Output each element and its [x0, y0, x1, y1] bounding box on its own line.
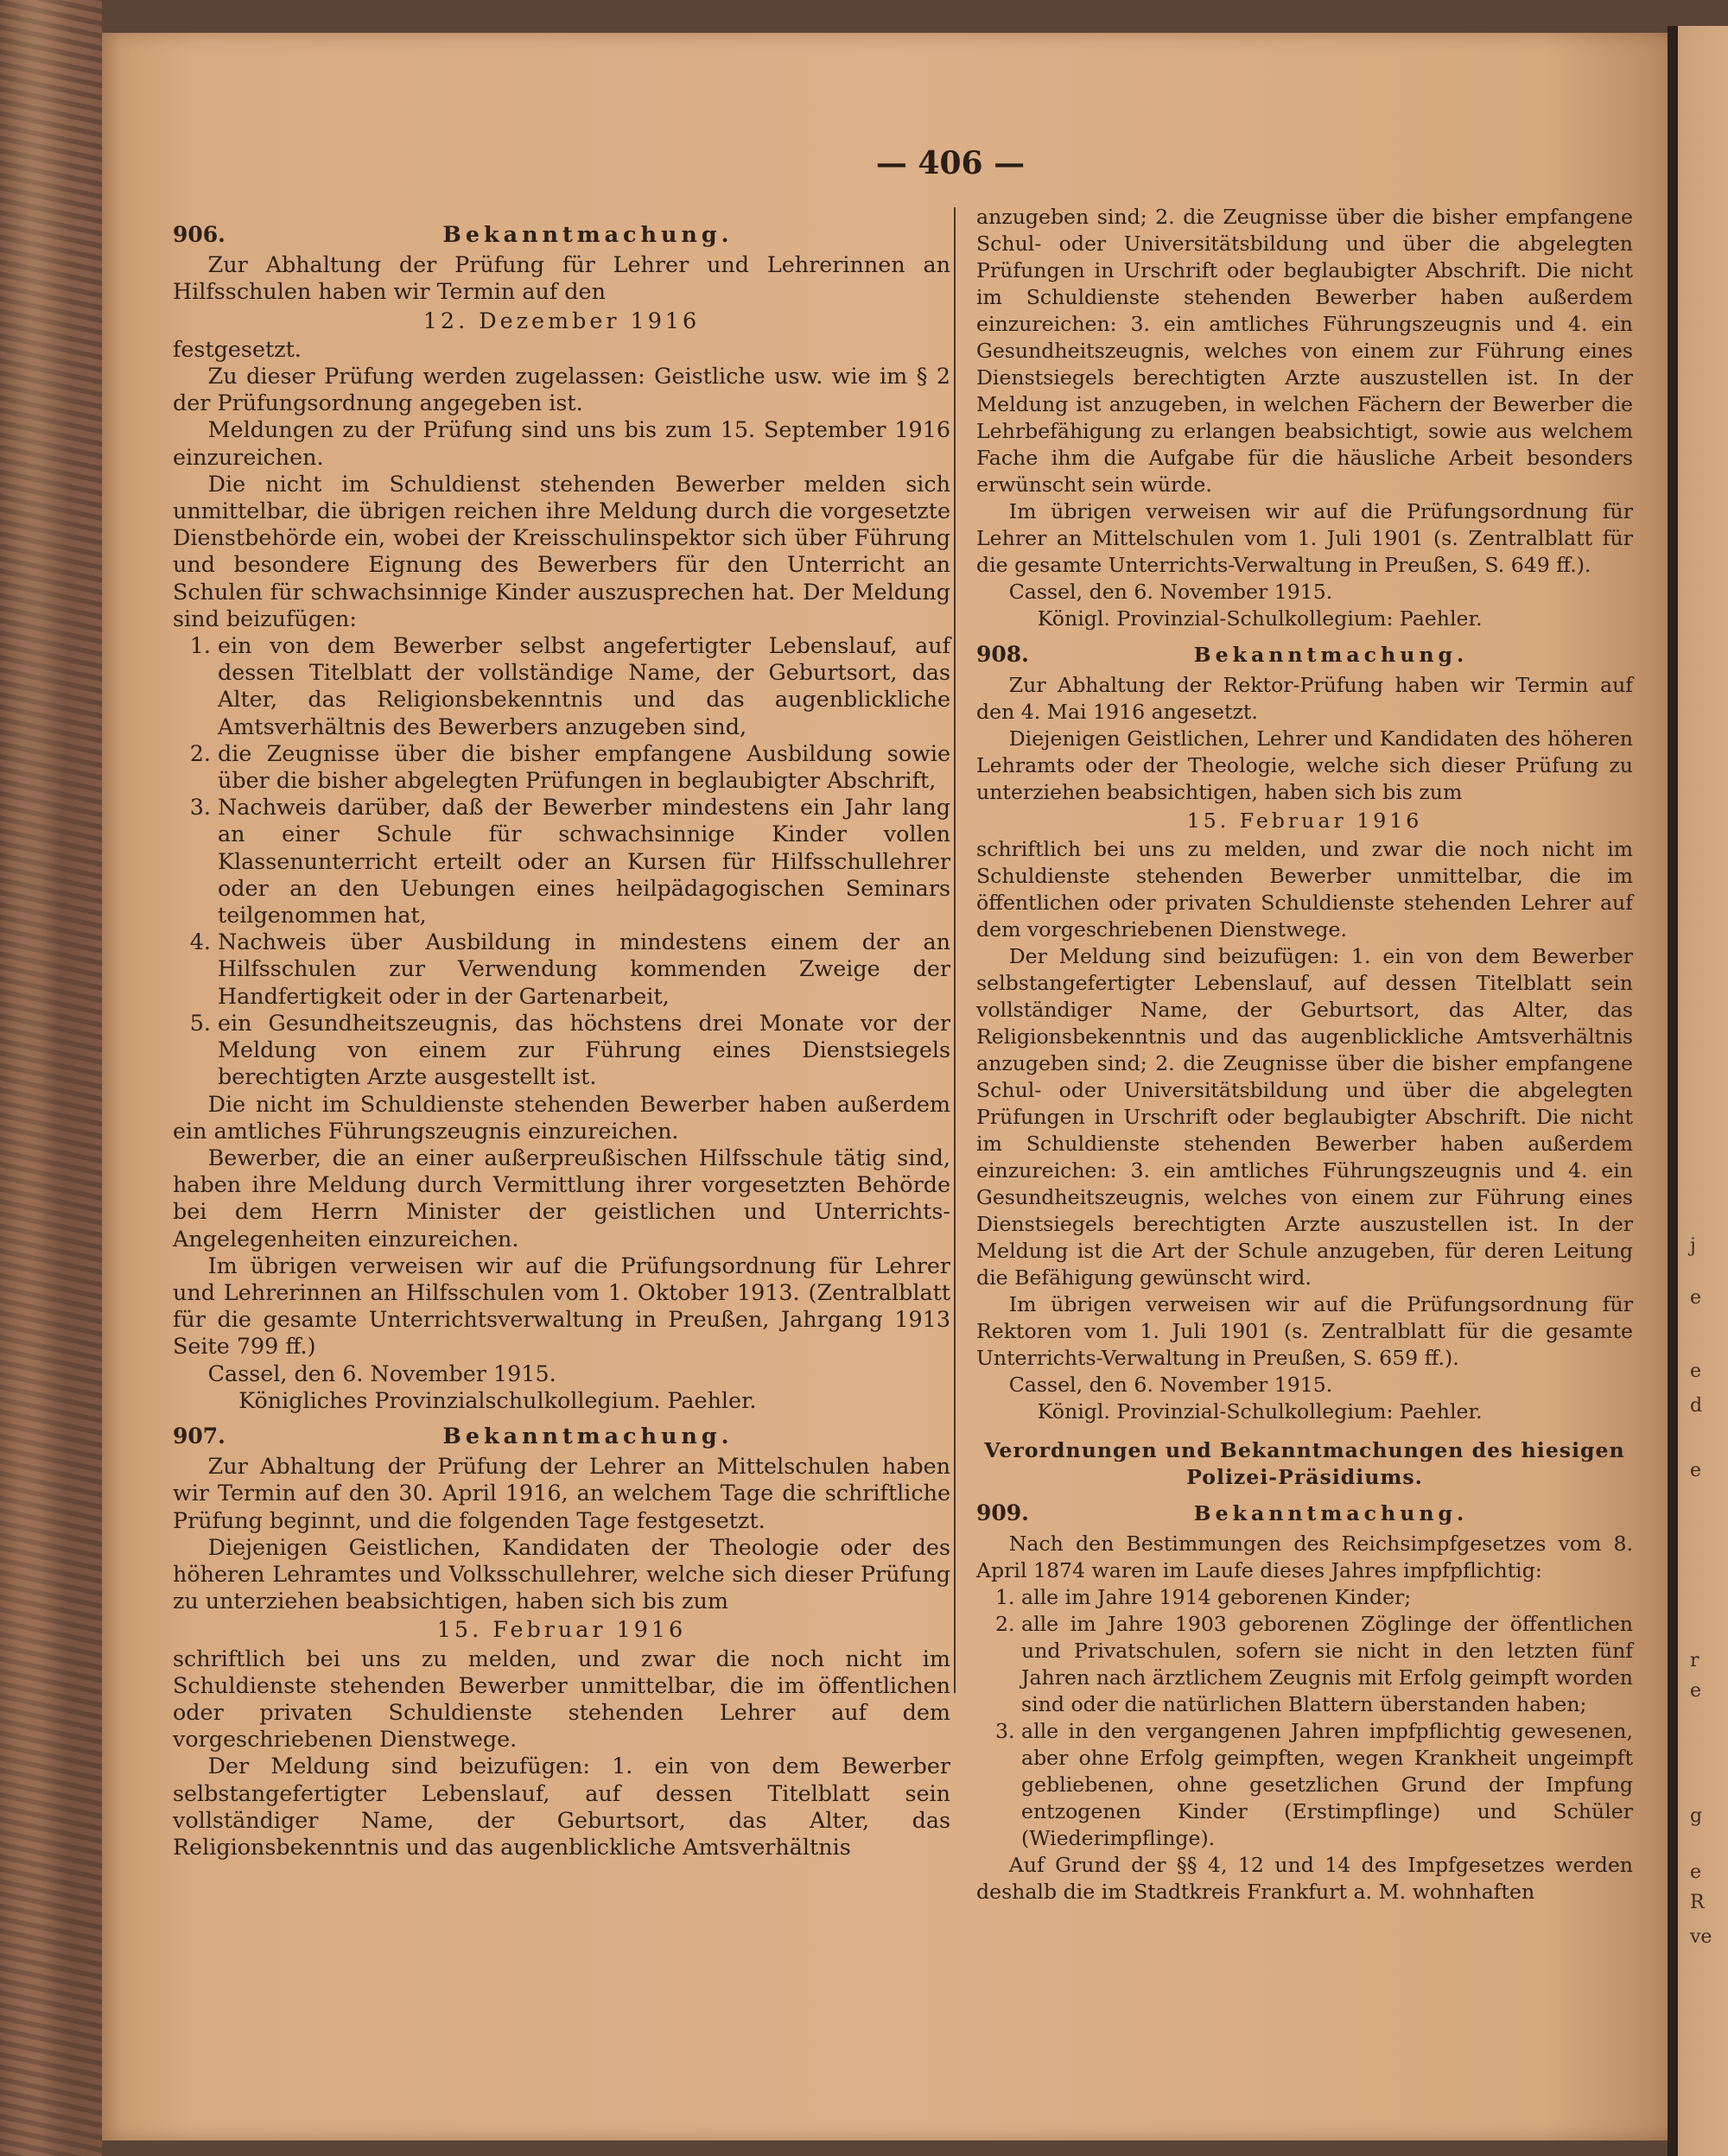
notice-title: Bekanntmachung. [442, 221, 734, 247]
paragraph: anzugeben sind; 2. die Zeugnisse über die bisher empfangene Schul- oder Universitätsbildung und über die abgelegten Prüfungen in Urschrift oder beglaubigter Abschrift. Die nicht im Schuldienste stehenden Bewerber haben außerdem einzureichen: 3. ein amtliches Führungszeugnis und 4. ein Gesundheitszeugnis, welches von einem zur Führung eines Dienstsiegels berechtigten Arzte auszustellen ist. In der Meldung ist anzugeben, in welchen Fächern der Bewerber die Lehrbefähigung zu erlangen beabsichtigt, sowie aus welchem Fache ihm die Aufgabe für die häusliche Arbeit besonders erwünscht sein würde. [976, 205, 1633, 497]
notice-906 [173, 221, 950, 1414]
left-column [173, 212, 950, 1861]
paragraph: Im übrigen verweisen wir auf die Prüfungsordnung für Lehrer und Lehrerinnen an Hilfsschulen vom 1. Oktober 1913. (Zentralblatt für die gesamte Unterrichtsverwaltung in Preußen, Jahrgang 1913 Seite 799 ff.) [173, 1252, 950, 1360]
right-page-fragment: d [1690, 1395, 1703, 1417]
right-page-fragment: e [1690, 1360, 1702, 1382]
place-date: Cassel, den 6. November 1915. [1008, 580, 1333, 604]
paragraph: Zu dieser Prüfung werden zugelassen: Geistliche usw. wie im § 2 der Prüfungsordnung angegeben ist. [173, 363, 950, 416]
column-divider [954, 207, 956, 1693]
paragraph: Die nicht im Schuldienst stehenden Bewerber melden sich unmittelbar, die übrigen reichen ihre Meldung durch die vorgesetzte Dienstbehörde ein, wobei der Kreisschulinspektor sich über Führung und besondere Eignung des Bewerbers für den Unterricht an Schulen für schwachsinnige Kinder auszusprechen hat. Der Meldung sind beizufügen: [173, 470, 950, 631]
paragraph: Bewerber, die an einer außerpreußischen Hilfsschule tätig sind, haben ihre Meldung durch Vermittlung ihrer vorgesetzten Behörde bei dem Herrn Minister der geistlichen und Unterrichts-Angelegenheiten einzureichen. [173, 1144, 950, 1252]
list-item: 4. Nachweis über Ausbildung in mindestens einem der an Hilfsschulen zur Verwendung kommenden Zweige der Handfertigkeit oder in der Gartenarbeit, [218, 929, 950, 1010]
book-edge-left [0, 0, 102, 2156]
right-column [976, 204, 1633, 1906]
notice-title: Bekanntmachung. [442, 1422, 734, 1449]
section-heading: Verordnungen und Bekanntmachungen des hiesigen Polizei-Präsidiums. [984, 1438, 1625, 1489]
notice-number: 909. [976, 1500, 1029, 1525]
notice-title: Bekanntmachung. [1193, 643, 1469, 667]
list-item: 2. alle im Jahre 1903 geborenen Zöglinge der öffentlichen und Privatschulen, sofern sie nicht in den letzten fünf Jahren nach ärztlichem Zeugnis mit Erfolg geimpft worden sind oder die natürlichen Blattern überstanden haben; [1021, 1611, 1633, 1718]
place-date: Cassel, den 6. November 1915. [1008, 1373, 1333, 1397]
list-item: 5. ein Gesundheitszeugnis, das höchstens drei Monate vor der Meldung von einem zur Führung eines Dienstsiegels berechtigten Arzte ausgestellt ist. [218, 1010, 950, 1091]
paragraph: Diejenigen Geistlichen, Kandidaten der Theologie oder des höheren Lehramtes und Volksschullehrer, welche sich dieser Prüfung zu unterziehen beabsichtigen, haben sich bis zum [173, 1533, 950, 1614]
paragraph: festgesetzt. [173, 335, 302, 362]
right-page-fragment: e [1690, 1460, 1702, 1481]
paragraph: Diejenigen Geistlichen, Lehrer und Kandidaten des höheren Lehramts oder der Theologie, welche sich dieser Prüfung zu unterziehen beabsichtigen, haben sich bis zum [976, 726, 1633, 804]
signature: Königl. Provinzial-Schulkollegium: Paehler. [1037, 1399, 1483, 1424]
notice-header [976, 641, 1633, 669]
right-page-fragment: R [1690, 1892, 1705, 1913]
list-item: 3. alle in den vergangenen Jahren impfpflichtig gewesenen, aber ohne Erfolg geimpften, wegen Krankheit ungeimpft gebliebenen, ohne gesetzlichen Grund der Impfung entzogenen Kinder (Erstimpflinge) und Schüler (Wiederimpflinge). [1021, 1718, 1633, 1852]
paragraph: Nach den Bestimmungen des Reichsimpfgesetzes vom 8. April 1874 waren im Laufe dieses Jahres impfpflichtig: [976, 1531, 1633, 1582]
notice-header [173, 1423, 950, 1449]
paragraph: Der Meldung sind beizufügen: 1. ein von dem Bewerber selbstangefertigter Lebenslauf, auf dessen Titelblatt sein vollständiger Name, der Geburtsort, das Alter, das Religionsbekenntnis und das augenblickliche Amtsverhältnis anzugeben sind; 2. die Zeugnisse über die bisher empfangene Schul- oder Universitätsbildung und über die abgelegten Prüfungen in Urschrift oder beglaubigter Abschrift. Die nicht im Schuldienste stehenden Bewerber haben außerdem einzureichen: 3. ein amtliches Führungszeugnis und 4. ein Gesundheitszeugnis, welches von einem zur Führung eines Dienstsiegels berechtigten Arzte auszustellen ist. In der Meldung ist die Art der Schule anzugeben, für deren Leitung die Befähigung gewünscht wird. [976, 944, 1633, 1290]
notice-title: Bekanntmachung. [1193, 1501, 1469, 1525]
list-item: 1. ein von dem Bewerber selbst angefertigter Lebenslauf, auf dessen Titelblatt der vollständige Name, der Geburtsort, das Alter, das Religionsbekenntnis und das augenblickliche Amtsverhältnis des Bewerbers anzugeben sind, [218, 632, 950, 740]
list-item: 2. die Zeugnisse über die bisher empfangene Ausbildung sowie über die bisher abgelegten Prüfungen in beglaubigter Abschrift, [218, 740, 950, 794]
paragraph: Zur Abhaltung der Rektor-Prüfung haben wir Termin auf den 4. Mai 1916 angesetzt. [976, 673, 1633, 724]
marbled-edge [0, 0, 102, 2156]
paragraph: Zur Abhaltung der Prüfung der Lehrer an Mittelschulen haben wir Termin auf den 30. April 1916, an welchem Tage die schriftliche Prüfung beginnt, und die folgenden Tage festgesetzt. [173, 1453, 950, 1533]
right-page-fragment: j [1690, 1235, 1696, 1257]
right-page-fragment: r [1690, 1650, 1699, 1671]
requirements-list [173, 632, 950, 1090]
paragraph: Zur Abhaltung der Prüfung für Lehrer und Lehrerinnen an Hilfsschulen haben wir Termin auf den [173, 251, 950, 305]
exam-date: 12. Dezember 1916 [422, 307, 701, 333]
right-page-fragment: ve [1690, 1926, 1712, 1948]
paragraph: schriftlich bei uns zu melden, und zwar die noch nicht im Schuldienste stehenden Bewerber unmittelbar, die im öffentlichen oder privaten Schuldienste stehenden Lehrer auf dem vorgeschriebenen Dienstwege. [976, 837, 1633, 942]
place-date: Cassel, den 6. November 1915. [207, 1360, 556, 1386]
list-item: 1. alle im Jahre 1914 geborenen Kinder; [1021, 1584, 1633, 1611]
paragraph: Meldungen zu der Prüfung sind uns bis zum 15. September 1916 einzureichen. [173, 416, 950, 470]
right-page-fragment: e [1690, 1287, 1702, 1309]
page-number: — 406 — [875, 145, 1026, 181]
notice-908 [976, 641, 1633, 1425]
paragraph: Im übrigen verweisen wir auf die Prüfungsordnung für Lehrer an Mittelschulen vom 1. Juli 1901 (s. Zentralblatt für die gesamte Unterrichts-Verwaltung in Preußen, S. 649 ff.). [976, 499, 1633, 577]
notice-number: 906. [173, 222, 226, 247]
paragraph: Der Meldung sind beizufügen: 1. ein von dem Bewerber selbstangefertigter Lebenslauf, auf dessen Titelblatt sein vollständiger Name, der Geburtsort, das Alter, das Religionsbekenntnis und das augenblickliche Amtsverhältnis [173, 1753, 950, 1860]
notice-header [976, 1500, 1633, 1527]
list-item: 3. Nachweis darüber, daß der Bewerber mindestens ein Jahr lang an einer Schule für schwachsinnige Kinder vollen Klassenunterricht erteilt oder an Kursen für Hilfsschullehrer oder an den Uebungen eines heilpädagogischen Seminars teilgenommen hat, [218, 794, 950, 929]
right-page-edge [1668, 26, 1728, 2156]
registration-date: 15. Februar 1916 [1186, 808, 1423, 833]
notice-909 [976, 1500, 1633, 1906]
notice-number: 908. [976, 642, 1029, 667]
vaccination-list [976, 1584, 1633, 1852]
paragraph: Im übrigen verweisen wir auf die Prüfungsordnung für Rektoren vom 1. Juli 1901 (s. Zentralblatt für die gesamte Unterrichts-Verwaltung in Preußen, S. 659 ff.). [976, 1292, 1633, 1370]
notice-907 [173, 1423, 950, 1861]
notice-header [173, 221, 950, 248]
right-page-fragment: e [1690, 1861, 1702, 1883]
right-page-fragment: g [1690, 1805, 1703, 1827]
registration-date: 15. Februar 1916 [436, 1616, 687, 1643]
signature: Königl. Provinzial-Schulkollegium: Paehler. [1037, 606, 1483, 631]
paragraph: Auf Grund der §§ 4, 12 und 14 des Impfgesetzes werden deshalb die im Stadtkreis Frankfurt a. M. wohnhaften [976, 1853, 1633, 1904]
paragraph: schriftlich bei uns zu melden, und zwar die noch nicht im Schuldienste stehenden Bewerber unmittelbar, die im öffentlichen oder privaten Schuldienste stehenden Lehrer auf dem vorgeschriebenen Dienstwege. [173, 1645, 950, 1753]
notice-number: 907. [173, 1423, 226, 1449]
signature: Königliches Provinzialschulkollegium. Paehler. [238, 1386, 757, 1413]
right-page-fragment: e [1690, 1680, 1702, 1702]
paragraph: Die nicht im Schuldienste stehenden Bewerber haben außerdem ein amtliches Führungszeugnis einzureichen. [173, 1090, 950, 1144]
notice-907-continued [976, 204, 1633, 632]
